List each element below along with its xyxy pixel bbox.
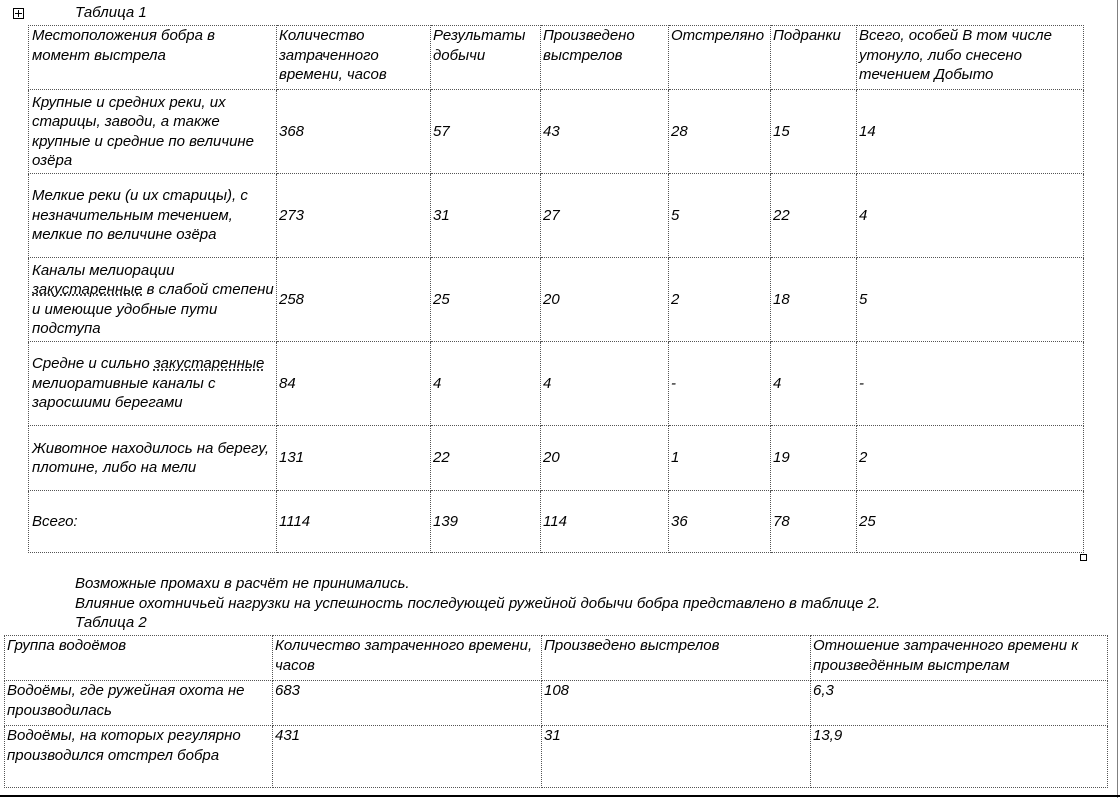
table1-cell: 25	[857, 491, 1084, 553]
table1	[28, 25, 1084, 553]
table1-header-cell: Отстреляно	[669, 26, 771, 90]
table-row	[5, 681, 1108, 726]
table1-cell: 25	[431, 258, 541, 342]
table2-cell: Водоёмы, где ружейная охота не производилась	[5, 681, 273, 726]
table1-cell: 36	[669, 491, 771, 553]
table1-cell: 84	[277, 342, 431, 426]
table1-cell: 2	[669, 258, 771, 342]
spellcheck-word: закустаренные	[32, 281, 143, 298]
table1-cell: 28	[669, 90, 771, 174]
table-row	[29, 90, 1084, 174]
table-resize-handle[interactable]	[1080, 554, 1087, 561]
table1-cell: 273	[277, 174, 431, 258]
table-row	[29, 342, 1084, 426]
table1-cell: 2	[857, 426, 1084, 491]
table1-cell: Животное находилось на берегу, плотине, либо на мели	[29, 426, 277, 491]
table1-cell: 43	[541, 90, 669, 174]
table1-cell: 20	[541, 258, 669, 342]
table1-cell: 258	[277, 258, 431, 342]
table1-cell: 131	[277, 426, 431, 491]
table1-header-cell: Количество затраченного времени, часов	[277, 26, 431, 90]
table1-header-cell: Всего, особей В том числе утонуло, либо снесено течением Добыто	[857, 26, 1084, 90]
spellcheck-word: закустаренные	[153, 355, 265, 373]
table2	[4, 635, 1108, 788]
table1-cell: 114	[541, 491, 669, 553]
table1-cell: 31	[431, 174, 541, 258]
table1-cell: -	[857, 342, 1084, 426]
table1-cell: 1114	[277, 491, 431, 553]
table1-cell: 1	[669, 426, 771, 491]
table1-cell: 5	[669, 174, 771, 258]
table1-cell: Всего:	[29, 491, 277, 553]
table1-cell: -	[669, 342, 771, 426]
table2-cell: 13,9	[811, 726, 1108, 788]
table1-cell: 5	[857, 258, 1084, 342]
table2-cell: Водоёмы, на которых регулярно производился отстрел бобра	[5, 726, 273, 788]
table1-cell: 78	[771, 491, 857, 553]
table1-cell: 27	[541, 174, 669, 258]
table1-cell: 15	[771, 90, 857, 174]
table1-total-row	[29, 491, 1084, 553]
table1-cell: 57	[431, 90, 541, 174]
table-move-handle-icon[interactable]	[13, 8, 24, 19]
table2-header-cell: Отношение затраченного времени к произведённым выстрелам	[811, 636, 1108, 681]
note-line-2: Влияние охотничьей нагрузки на успешность последующей ружейной добычи бобра представлено в таблице 2.	[75, 595, 881, 612]
table1-cell: 18	[771, 258, 857, 342]
table1-header-row	[29, 26, 1084, 90]
table1-cell: Средне и сильно закустаренные мелиоративные каналы с заросшими берегами	[29, 342, 277, 426]
table-row	[29, 174, 1084, 258]
table2-cell: 431	[273, 726, 542, 788]
table2-cell: 6,3	[811, 681, 1108, 726]
table1-cell: 4	[771, 342, 857, 426]
page-bottom-edge	[0, 795, 1120, 797]
table1-cell: 22	[771, 174, 857, 258]
table2-cell: 683	[273, 681, 542, 726]
table2-header-row	[5, 636, 1108, 681]
table2-header-cell: Произведено выстрелов	[542, 636, 811, 681]
table1-cell: 22	[431, 426, 541, 491]
table-row	[5, 726, 1108, 788]
table2-caption: Таблица 2	[75, 614, 147, 631]
table1-cell: 4	[541, 342, 669, 426]
table1-cell: 4	[857, 174, 1084, 258]
table1-caption: Таблица 1	[75, 4, 147, 21]
table1-header-cell: Местоположения бобра в момент выстрела	[29, 26, 277, 90]
note-line-1: Возможные промахи в расчёт не принимались.	[75, 575, 410, 592]
table1-cell: Крупные и средних реки, их старицы, заводи, а также крупные и средние по величине озёра	[29, 90, 277, 174]
table-row	[29, 258, 1084, 342]
table1-header-cell: Подранки	[771, 26, 857, 90]
table1-cell: Мелкие реки (и их старицы), с незначительным течением, мелкие по величине озёра	[29, 174, 277, 258]
table1-header-cell: Произведено выстрелов	[541, 26, 669, 90]
page-right-edge	[1117, 0, 1118, 798]
table-row	[29, 426, 1084, 491]
table2-cell: 31	[542, 726, 811, 788]
table1-cell: 19	[771, 426, 857, 491]
table2-header-cell: Количество затраченного времени, часов	[273, 636, 542, 681]
table1-cell: 14	[857, 90, 1084, 174]
table1-cell: 368	[277, 90, 431, 174]
table1-cell: Каналы мелиорации закустаренные в слабой степени и имеющие удобные пути подступа	[29, 258, 277, 342]
table1-cell: 20	[541, 426, 669, 491]
table1-cell: 139	[431, 491, 541, 553]
table2-header-cell: Группа водоёмов	[5, 636, 273, 681]
table2-cell: 108	[542, 681, 811, 726]
table1-header-cell: Результаты добычи	[431, 26, 541, 90]
table1-cell: 4	[431, 342, 541, 426]
